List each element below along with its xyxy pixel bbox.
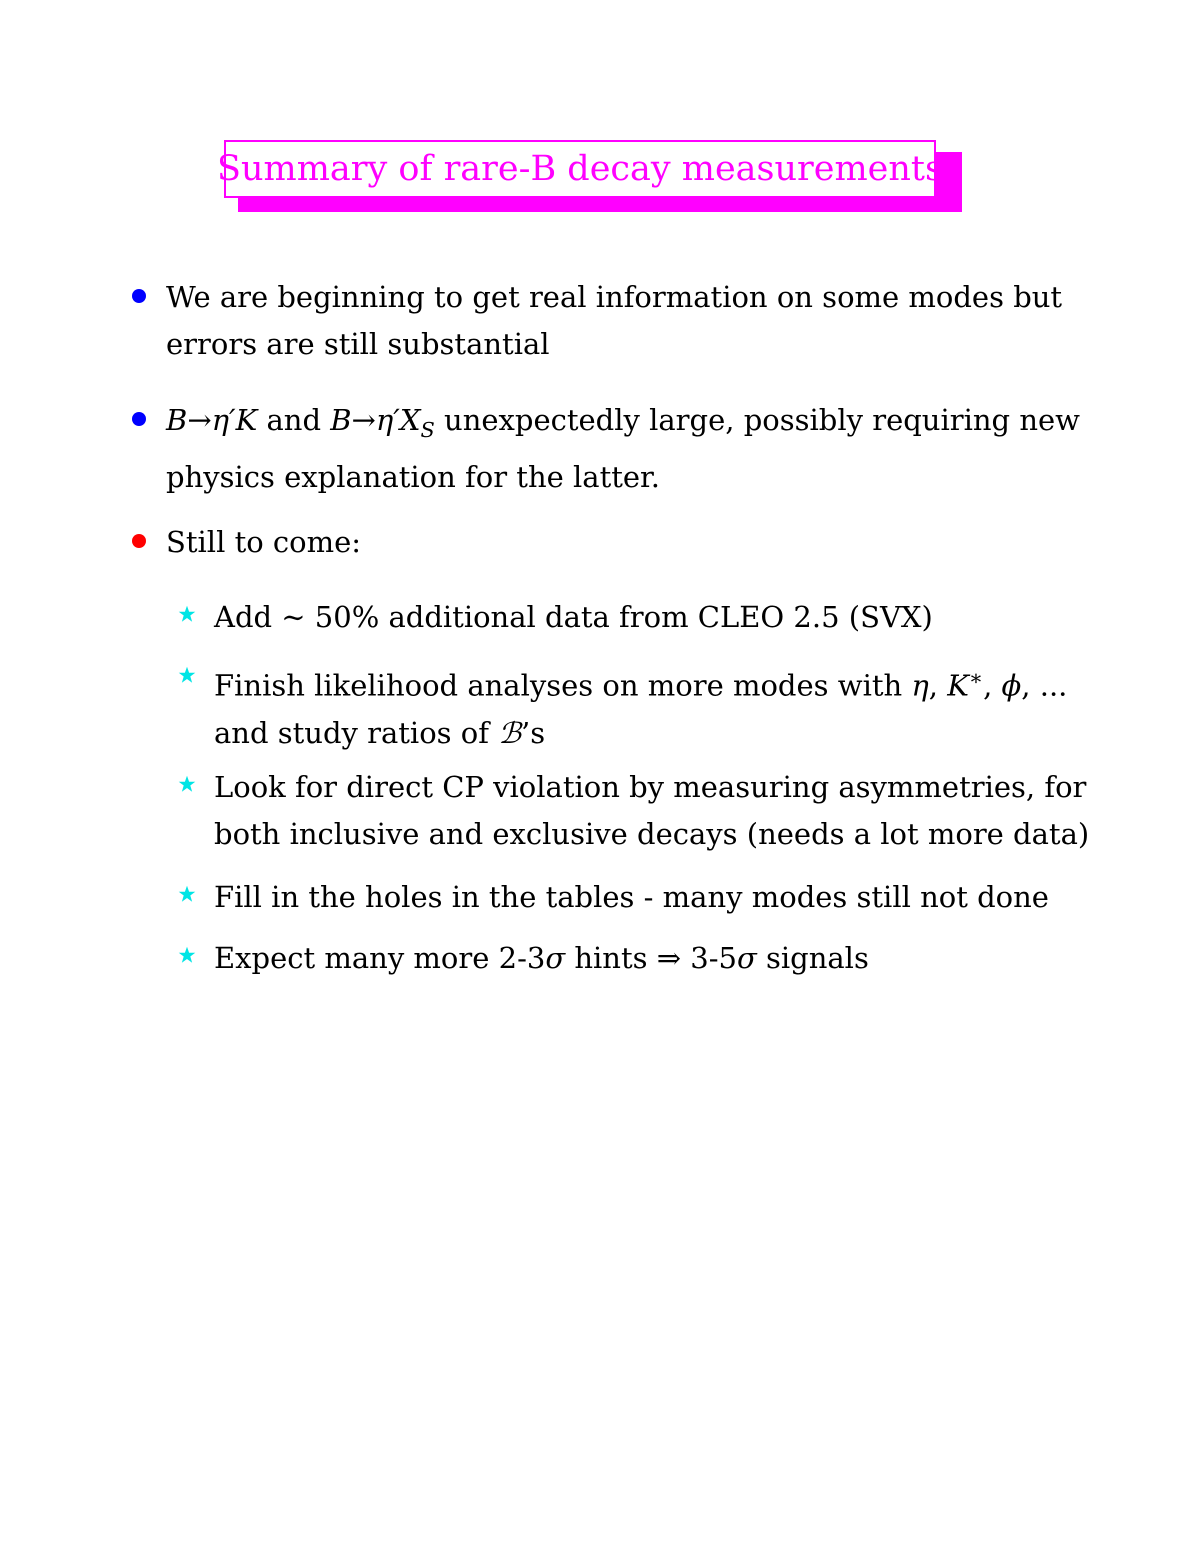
math-k: K xyxy=(947,668,969,703)
math-sigma: σ xyxy=(736,941,757,975)
math-subscript-s: S xyxy=(420,417,435,442)
sub-item-text-tail: ’s xyxy=(521,715,546,750)
title-block xyxy=(217,140,943,198)
sub-item-text-pre: Finish likelihood analyses on more modes with xyxy=(214,668,912,703)
bullet-item-2 xyxy=(128,397,1088,501)
sub-item-4 xyxy=(176,874,1106,921)
math-k: K xyxy=(235,403,258,437)
bullet-text xyxy=(166,397,1088,501)
sub-item-text xyxy=(214,655,1106,757)
math-sigma: σ xyxy=(545,941,566,975)
bullet-item-3 xyxy=(128,519,1088,566)
red-bullet-icon xyxy=(132,534,146,548)
text-comma: , xyxy=(928,668,948,703)
sub-item-3 xyxy=(176,764,1106,858)
star-icon xyxy=(176,944,198,966)
sub-item-2 xyxy=(176,655,1106,757)
sub-item-text: Look for direct CP violation by measuring asymmetries, for both inclusive and exclusive decays (needs a lot more data) xyxy=(214,770,1090,851)
sub-item-text-mid: hints ⇒ 3-5 xyxy=(565,941,737,975)
sub-item-5 xyxy=(176,935,1106,982)
math-x: X xyxy=(399,403,421,437)
bullet-text: We are beginning to get real information on some modes but errors are still substantial xyxy=(166,280,1063,361)
sub-item-text: Add ∼ 50% additional data from CLEO 2.5 (SVX) xyxy=(214,600,933,634)
page-title: Summary of rare-B decay measurements xyxy=(224,140,936,198)
math-script-b: ℬ xyxy=(498,715,521,750)
math-b: B xyxy=(166,403,188,437)
math-eta-prime: η′ xyxy=(375,403,400,437)
math-superscript-star: ∗ xyxy=(968,666,984,690)
blue-bullet-icon xyxy=(132,412,146,426)
text-comma: , xyxy=(983,668,1002,703)
sub-item-text xyxy=(214,935,1106,982)
math-arrow: → xyxy=(351,403,376,437)
star-icon xyxy=(176,603,198,625)
sub-item-text-pre: Expect many more 2-3 xyxy=(214,941,546,975)
text-and: and xyxy=(257,403,331,437)
blue-bullet-icon xyxy=(132,289,146,303)
star-icon xyxy=(176,664,198,686)
sub-item-text: Fill in the holes in the tables - many modes still not done xyxy=(214,880,1049,914)
sub-item-1 xyxy=(176,594,1106,641)
bullet-text-rest: unexpectedly large, possibly requiring new physics explanation for the latter. xyxy=(166,403,1081,494)
math-b: B xyxy=(330,403,352,437)
star-icon xyxy=(176,773,198,795)
star-icon xyxy=(176,883,198,905)
bullet-item-1 xyxy=(128,274,1088,368)
math-eta-prime: η′ xyxy=(211,403,236,437)
sub-item-text-post: signals xyxy=(756,941,869,975)
math-eta: η xyxy=(911,668,929,703)
math-arrow: → xyxy=(187,403,212,437)
bullet-text: Still to come: xyxy=(166,525,362,559)
sub-item-text-post: , ... and study ratios of xyxy=(214,668,1077,750)
math-phi: ϕ xyxy=(1001,668,1022,703)
